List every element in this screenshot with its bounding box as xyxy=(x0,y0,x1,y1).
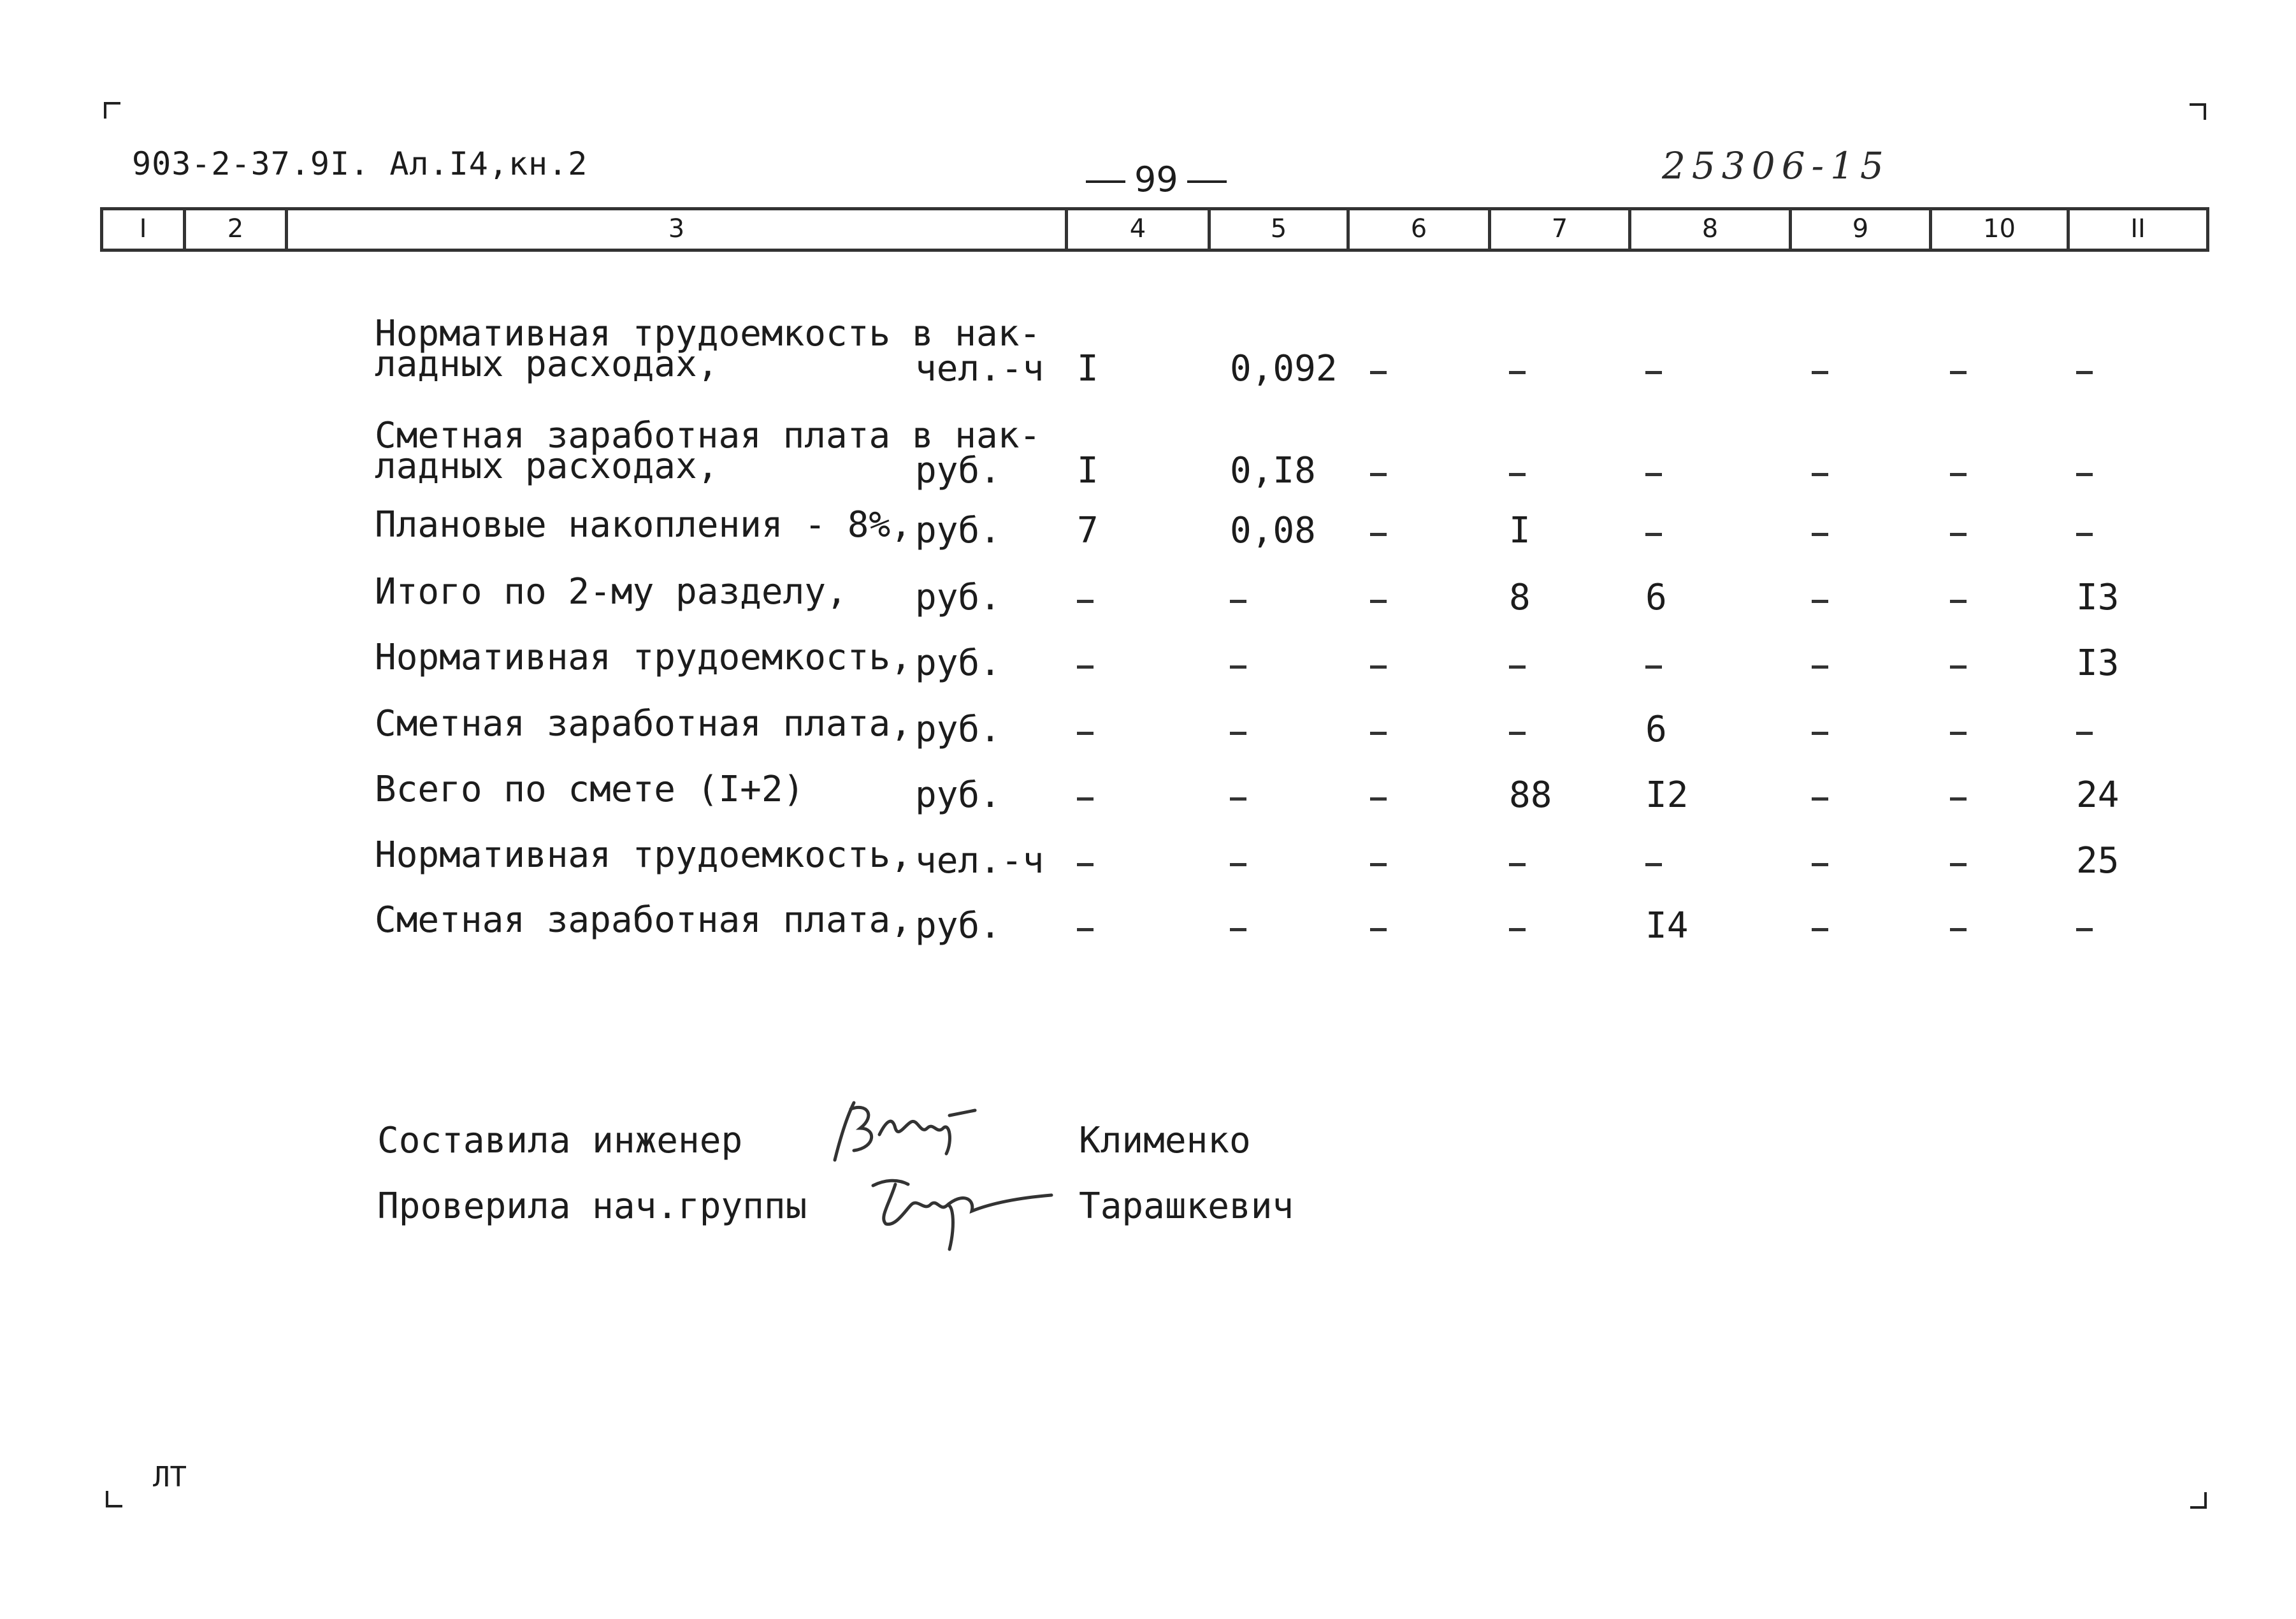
dash-cell xyxy=(1950,905,1969,947)
document-code: 903-2-37.9I. Ал.I4,кн.2 xyxy=(132,145,588,182)
dash-cell xyxy=(1812,643,1831,684)
dash-cell xyxy=(1077,709,1096,750)
value-cell: I4 xyxy=(1645,905,1689,947)
dash-cell xyxy=(1077,643,1096,684)
row-unit: руб. xyxy=(915,643,1001,684)
dash-cell xyxy=(1230,905,1249,947)
dash-cell xyxy=(2076,709,2095,750)
dash-cell xyxy=(1077,577,1096,618)
page-number-value: 99 xyxy=(1134,159,1178,200)
value-cell: I xyxy=(1509,510,1531,551)
row-label xyxy=(375,571,848,613)
row-label xyxy=(375,834,912,876)
column-header: 3 xyxy=(288,210,1068,249)
signature-name: Тарашкевич xyxy=(1079,1186,1294,1227)
value-cell: I3 xyxy=(2076,643,2119,684)
row-unit: руб. xyxy=(915,709,1001,750)
dash-cell xyxy=(1370,577,1389,618)
corner-mark-top-right xyxy=(2190,103,2206,120)
dash-cell xyxy=(1370,643,1389,684)
dash-cell xyxy=(1077,840,1096,882)
row-label-line: Нормативная трудоемкость, xyxy=(375,834,912,876)
dash-cell xyxy=(1230,577,1249,618)
column-header: 10 xyxy=(1932,210,2070,249)
row-label-line: ладных расходах, xyxy=(375,344,719,385)
value-cell: 6 xyxy=(1645,709,1667,750)
row-label-line: Сметная заработная плата, xyxy=(375,703,912,744)
dash-cell xyxy=(1950,577,1969,618)
dash-cell xyxy=(2076,510,2095,551)
value-cell: I2 xyxy=(1645,774,1689,816)
dash-cell xyxy=(1812,577,1831,618)
dash-cell xyxy=(1950,348,1969,389)
column-header: 4 xyxy=(1068,210,1211,249)
row-label xyxy=(375,703,912,744)
value-cell: I xyxy=(1077,348,1099,389)
dash-cell xyxy=(1370,774,1389,816)
dash-cell xyxy=(1370,709,1389,750)
dash-cell xyxy=(1509,348,1528,389)
signature-role: Составила инженер xyxy=(377,1120,743,1161)
dash-cell xyxy=(1812,450,1831,491)
dash-cell xyxy=(1077,774,1096,816)
column-header: I xyxy=(103,210,186,249)
value-cell: 7 xyxy=(1077,510,1099,551)
row-label-line: Всего по смете (I+2) xyxy=(375,769,805,810)
footer-mark: ЛТ xyxy=(153,1461,187,1493)
row-unit: руб. xyxy=(915,577,1001,618)
dash-cell xyxy=(1370,510,1389,551)
column-header: II xyxy=(2070,210,2206,249)
row-label xyxy=(375,637,912,678)
value-cell: 8 xyxy=(1509,577,1531,618)
column-header: 2 xyxy=(186,210,288,249)
dash-cell xyxy=(1645,450,1664,491)
dash-cell xyxy=(1509,840,1528,882)
column-header: 5 xyxy=(1211,210,1350,249)
dash-cell xyxy=(1645,643,1664,684)
dash-cell xyxy=(1077,905,1096,947)
dash-cell xyxy=(1370,905,1389,947)
column-header: 7 xyxy=(1491,210,1631,249)
row-label xyxy=(375,769,805,810)
row-label-line: Сметная заработная плата, xyxy=(375,899,912,941)
dash-cell xyxy=(1509,450,1528,491)
dash-cell xyxy=(2076,348,2095,389)
row-label xyxy=(375,504,912,546)
value-cell: 88 xyxy=(1509,774,1552,816)
dash-cell xyxy=(1230,643,1249,684)
dash-cell xyxy=(1370,840,1389,882)
column-header: 8 xyxy=(1631,210,1792,249)
row-unit: руб. xyxy=(915,450,1001,491)
row-label xyxy=(375,899,912,941)
signature-role: Проверила нач.группы xyxy=(377,1186,807,1227)
value-cell: 0,092 xyxy=(1230,348,1338,389)
value-cell: 24 xyxy=(2076,774,2119,816)
value-cell: 0,08 xyxy=(1230,510,1316,551)
page-number xyxy=(1077,159,1236,200)
column-header: 9 xyxy=(1792,210,1932,249)
dash-cell xyxy=(1812,709,1831,750)
corner-mark-bottom-left xyxy=(106,1491,122,1507)
row-unit: чел.-ч xyxy=(915,840,1044,882)
dash-cell xyxy=(1950,510,1969,551)
row-label-line: Нормативная трудоемкость в нак- xyxy=(375,313,1041,354)
row-unit: руб. xyxy=(915,774,1001,816)
corner-mark-bottom-right xyxy=(2190,1492,2207,1509)
dash-cell xyxy=(1950,709,1969,750)
value-cell: 0,I8 xyxy=(1230,450,1316,491)
corner-mark-top-left xyxy=(104,102,120,119)
dash-cell xyxy=(1645,510,1664,551)
dash-cell xyxy=(1509,643,1528,684)
row-label-line: Нормативная трудоемкость, xyxy=(375,637,912,678)
dash-cell xyxy=(1950,450,1969,491)
dash-cell xyxy=(1812,348,1831,389)
value-cell: I xyxy=(1077,450,1099,491)
column-header: 6 xyxy=(1350,210,1491,249)
value-cell: 25 xyxy=(2076,840,2119,882)
dash-cell xyxy=(1950,840,1969,882)
dash-cell xyxy=(1230,709,1249,750)
dash-cell xyxy=(1812,905,1831,947)
dash-cell xyxy=(1812,840,1831,882)
dash-cell xyxy=(1509,905,1528,947)
row-label-line: Итого по 2-му разделу, xyxy=(375,571,848,613)
row-label-line: Сметная заработная плата в нак- xyxy=(375,415,1041,456)
row-label-line: Плановые накопления - 8%, xyxy=(375,504,912,546)
row-unit: руб. xyxy=(915,905,1001,947)
handwritten-signature-image xyxy=(860,1160,1064,1256)
value-cell: 6 xyxy=(1645,577,1667,618)
row-unit: руб. xyxy=(915,510,1001,551)
dash-cell xyxy=(1230,774,1249,816)
dash-cell xyxy=(1230,840,1249,882)
signature-name: Клименко xyxy=(1079,1120,1251,1161)
dash-cell xyxy=(1645,840,1664,882)
dash-cell xyxy=(1950,774,1969,816)
value-cell: I3 xyxy=(2076,577,2119,618)
dash-cell xyxy=(1812,774,1831,816)
dash-cell xyxy=(2076,905,2095,947)
dash-cell xyxy=(2076,450,2095,491)
row-unit: чел.-ч xyxy=(915,348,1044,389)
dash-cell xyxy=(1509,709,1528,750)
handwritten-number: 25306-15 xyxy=(1662,144,1890,187)
dash-cell xyxy=(1812,510,1831,551)
column-header-row xyxy=(100,207,2209,252)
dash-cell xyxy=(1645,348,1664,389)
dash-cell xyxy=(1370,450,1389,491)
dash-cell xyxy=(1950,643,1969,684)
row-label-line: ладных расходах, xyxy=(375,446,719,487)
dash-cell xyxy=(1370,348,1389,389)
